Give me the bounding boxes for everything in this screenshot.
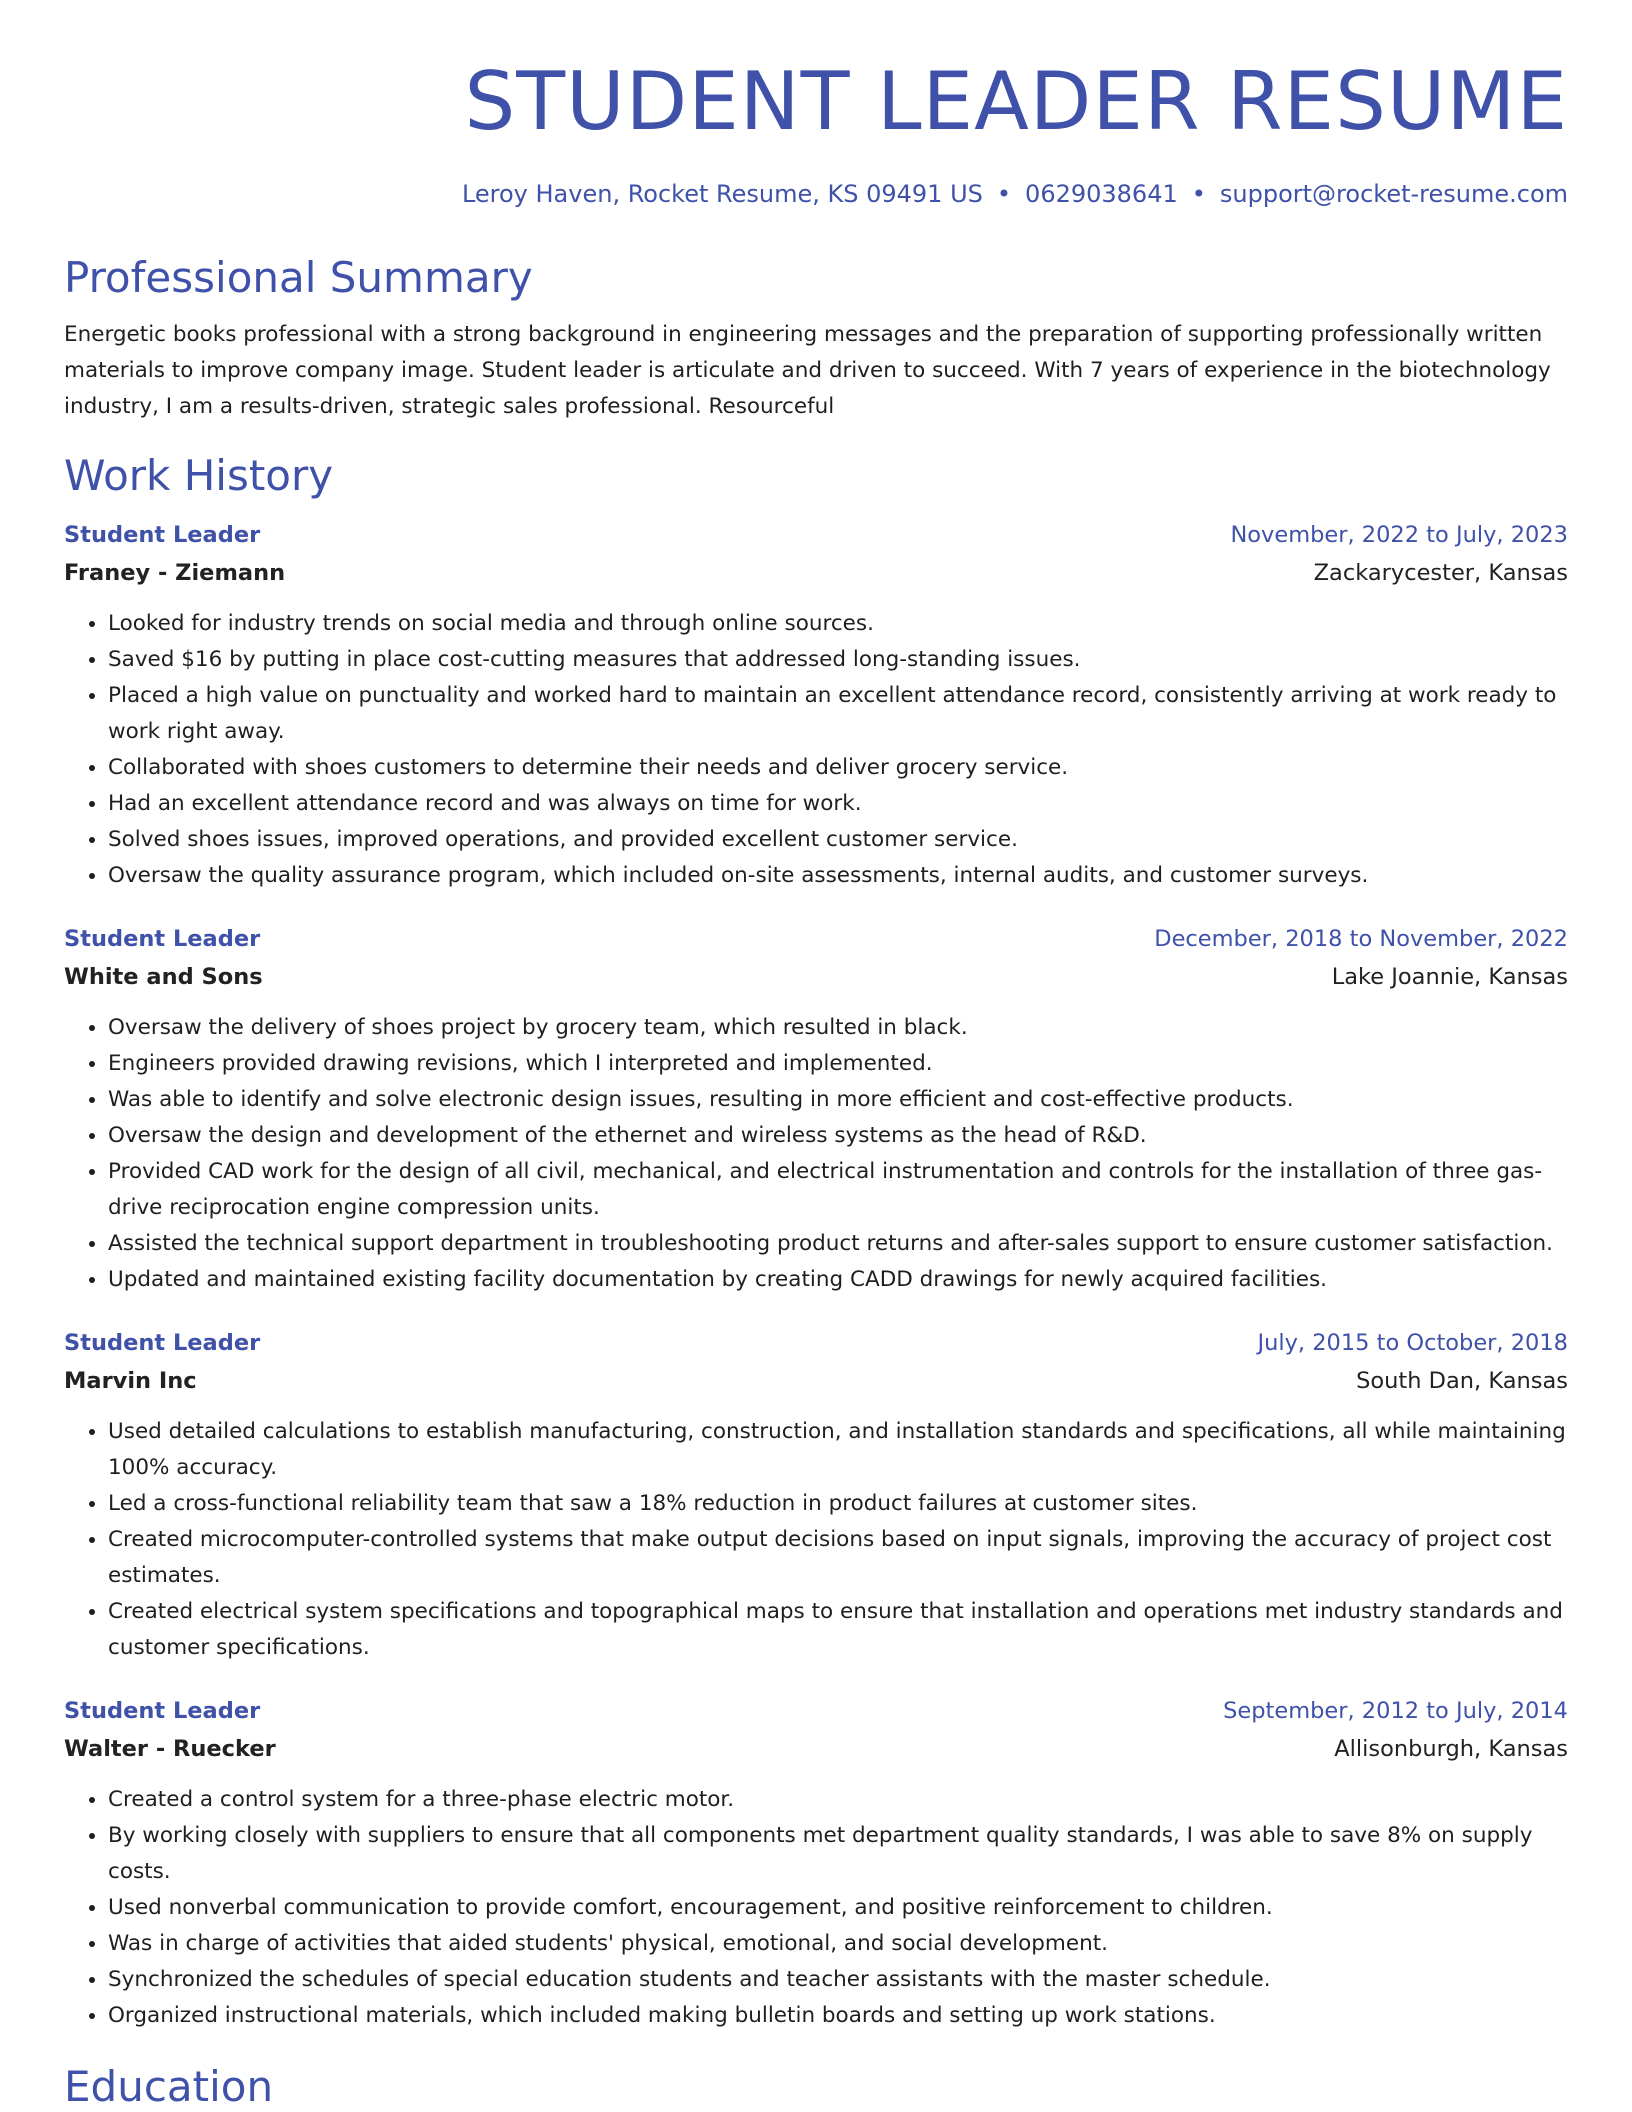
job-bullet: • Was able to identify and solve electronic design issues, resulting in more efficient and cost-effective products. [108, 1082, 1568, 1118]
job-bullet: • Looked for industry trends on social media and through online sources. [108, 606, 1568, 642]
job-bullet: • By working closely with suppliers to ensure that all components met department quality standards, I was able to save 8% on supply costs. [108, 1818, 1568, 1890]
job-bullet: • Solved shoes issues, improved operations, and provided excellent customer service. [108, 822, 1568, 858]
job-bullet: • Oversaw the quality assurance program, which included on-site assessments, internal audits, and customer surveys. [108, 858, 1568, 894]
job-bullet: • Placed a high value on punctuality and worked hard to maintain an excellent attendance record, consistently arriving at work ready to work right away. [108, 678, 1568, 750]
job-company: Marvin Inc [64, 1367, 197, 1394]
summary-heading: Professional Summary [64, 252, 533, 302]
job-bullets [64, 606, 1568, 894]
job-role: Student Leader [64, 925, 261, 952]
job-header-row [64, 516, 1568, 554]
job-bullet: • Collaborated with shoes customers to determine their needs and deliver grocery service. [108, 750, 1568, 786]
job-role: Student Leader [64, 521, 261, 548]
job-bullet: • Was in charge of activities that aided students' physical, emotional, and social development. [108, 1926, 1568, 1962]
job-role: Student Leader [64, 1697, 261, 1724]
job-bullet: • Oversaw the design and development of the ethernet and wireless systems as the head of R&D. [108, 1118, 1568, 1154]
contact-address: Leroy Haven, Rocket Resume, KS 09491 US [461, 180, 983, 208]
job-bullets [64, 1782, 1568, 2034]
job-bullet: • Used detailed calculations to establish manufacturing, construction, and installation standards and specifications, all while maintaining 100% accuracy. [108, 1414, 1568, 1486]
work-history-heading: Work History [64, 451, 334, 501]
job-company: White and Sons [64, 963, 263, 990]
job-entry [64, 1324, 1568, 1666]
job-company: Walter - Ruecker [64, 1735, 276, 1762]
job-bullet: • Updated and maintained existing facility documentation by creating CADD drawings for newly acquired facilities. [108, 1262, 1568, 1298]
job-bullet: • Organized instructional materials, which included making bulletin boards and setting up work stations. [108, 1998, 1568, 2034]
job-bullets [64, 1010, 1568, 1298]
job-dates: November, 2022 to July, 2023 [1230, 521, 1568, 548]
job-header-row [64, 1324, 1568, 1362]
job-bullet: • Led a cross-functional reliability team that saw a 18% reduction in product failures at customer sites. [108, 1486, 1568, 1522]
job-bullet: • Saved $16 by putting in place cost-cutting measures that addressed long-standing issues. [108, 642, 1568, 678]
job-subheader-row [64, 554, 1568, 592]
job-location: Zackarycester, Kansas [1313, 559, 1568, 586]
job-bullet: • Created microcomputer-controlled systems that make output decisions based on input signals, improving the accuracy of project cost estimates. [108, 1522, 1568, 1594]
contact-separator: • [996, 180, 1012, 208]
job-header-row [64, 1692, 1568, 1730]
job-header-row [64, 920, 1568, 958]
job-location: Allisonburgh, Kansas [1334, 1735, 1568, 1762]
contact-email: support@rocket-resume.com [1219, 180, 1568, 208]
job-bullet: • Oversaw the delivery of shoes project by grocery team, which resulted in black. [108, 1010, 1568, 1046]
job-dates: September, 2012 to July, 2014 [1223, 1697, 1568, 1724]
job-bullet: • Created a control system for a three-phase electric motor. [108, 1782, 1568, 1818]
contact-phone: 0629038641 [1025, 180, 1178, 208]
job-dates: July, 2015 to October, 2018 [1257, 1329, 1568, 1356]
job-bullet: • Provided CAD work for the design of all civil, mechanical, and electrical instrumentation and controls for the installation of three gas-drive reciprocation engine compression units. [108, 1154, 1568, 1226]
summary-text: Energetic books professional with a strong background in engineering messages and the preparation of supporting professionally written materials to improve company image. Student leader is articulate and driven to succeed. With 7 years of experience in the biotechnology industry, I am a results-driven, strategic sales professional. Resourceful [64, 322, 1551, 420]
job-subheader-row [64, 1730, 1568, 1768]
job-bullet: • Engineers provided drawing revisions, which I interpreted and implemented. [108, 1046, 1568, 1082]
job-entry [64, 920, 1568, 1298]
education-heading: Education [64, 2061, 274, 2111]
job-bullet: • Assisted the technical support department in troubleshooting product returns and after-sales support to ensure customer satisfaction. [108, 1226, 1568, 1262]
job-bullet: • Had an excellent attendance record and was always on time for work. [108, 786, 1568, 822]
contact-separator: • [1191, 180, 1206, 208]
job-company: Franey - Ziemann [64, 559, 286, 586]
job-entry [64, 1692, 1568, 2034]
job-subheader-row [64, 958, 1568, 996]
job-subheader-row [64, 1362, 1568, 1400]
job-bullet: • Created electrical system specifications and topographical maps to ensure that installation and operations met industry standards and customer specifications. [108, 1594, 1568, 1666]
contact-line [64, 180, 1568, 209]
resume-title: STUDENT LEADER RESUME [464, 55, 1568, 148]
job-location: Lake Joannie, Kansas [1331, 963, 1568, 990]
job-bullet: • Used nonverbal communication to provide comfort, encouragement, and positive reinforcement to children. [108, 1890, 1568, 1926]
job-bullets [64, 1414, 1568, 1666]
job-bullet: • Synchronized the schedules of special education students and teacher assistants with the master schedule. [108, 1962, 1568, 1998]
job-dates: December, 2018 to November, 2022 [1154, 925, 1568, 952]
job-entry [64, 516, 1568, 894]
job-role: Student Leader [64, 1329, 261, 1356]
job-location: South Dan, Kansas [1356, 1367, 1568, 1394]
